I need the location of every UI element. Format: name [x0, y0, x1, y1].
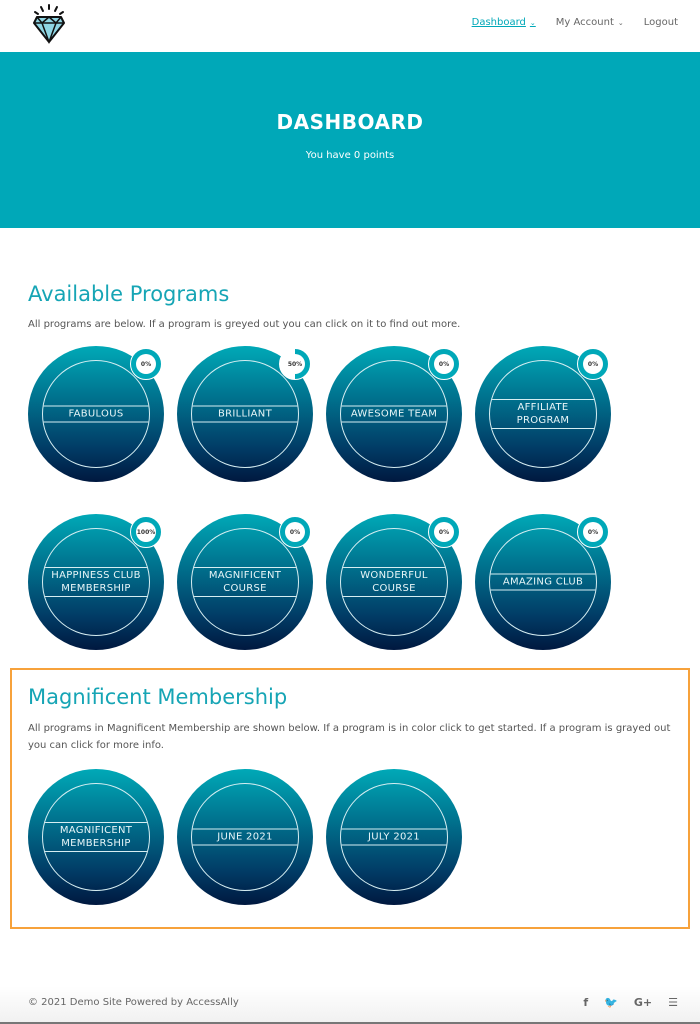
progress-value: 0%	[583, 522, 603, 542]
available-programs-description: All programs are below. If a program is greyed out you can click on it to find out more.	[28, 319, 461, 330]
membership-description: All programs in Magnificent Membership are shown below. If a program is in color click to get started. If a program is grayed out you can click for more info.	[28, 723, 671, 751]
program-card[interactable]	[177, 769, 313, 905]
progress-badge	[428, 348, 460, 380]
program-name: JULY 2021	[341, 829, 447, 846]
program-inner-circle	[340, 528, 448, 636]
program-card[interactable]	[475, 346, 611, 482]
program-card[interactable]	[326, 346, 462, 482]
membership-title: Magnificent Membership	[28, 685, 288, 709]
progress-badge	[279, 516, 311, 548]
rss-icon[interactable]: ☰	[668, 996, 678, 1009]
progress-badge	[279, 348, 311, 380]
program-inner-circle	[489, 360, 597, 468]
program-card[interactable]	[326, 769, 462, 905]
program-name: MAGNIFICENT COURSE	[192, 567, 298, 597]
program-card[interactable]	[28, 346, 164, 482]
progress-value: 0%	[285, 522, 305, 542]
progress-value: 100%	[136, 522, 156, 542]
program-card[interactable]	[475, 514, 611, 650]
page-title: DASHBOARD	[276, 110, 424, 134]
site-footer	[0, 986, 700, 1024]
program-name: AMAZING CLUB	[490, 574, 596, 591]
points-text: You have 0 points	[305, 150, 395, 161]
program-inner-circle	[191, 528, 299, 636]
program-inner-circle	[191, 783, 299, 891]
main-nav	[472, 17, 678, 28]
google-plus-icon[interactable]: G+	[633, 996, 653, 1009]
nav-my-account[interactable]: My Account ⌄	[555, 17, 624, 28]
program-name: JUNE 2021	[192, 829, 298, 846]
nav-logout[interactable]: Logout	[643, 17, 678, 28]
program-card[interactable]	[177, 346, 313, 482]
progress-badge	[577, 348, 609, 380]
nav-dashboard[interactable]: Dashboard ⌄	[471, 17, 536, 28]
copyright-text: © 2021 Demo Site Powered by AccessAlly	[28, 997, 239, 1008]
program-card[interactable]	[177, 514, 313, 650]
progress-badge	[130, 516, 162, 548]
site-header	[0, 0, 700, 52]
diamond-logo-icon[interactable]	[32, 4, 66, 48]
chevron-down-icon: ⌄	[529, 19, 536, 27]
program-card[interactable]	[28, 514, 164, 650]
progress-value: 50%	[285, 354, 305, 374]
program-inner-circle	[42, 783, 150, 891]
twitter-icon[interactable]: 🐦	[604, 996, 618, 1009]
program-inner-circle	[191, 360, 299, 468]
available-programs-title: Available Programs	[28, 282, 230, 306]
progress-value: 0%	[434, 354, 454, 374]
progress-value: 0%	[583, 354, 603, 374]
progress-value: 0%	[434, 522, 454, 542]
facebook-icon[interactable]: f	[583, 996, 589, 1009]
progress-badge	[428, 516, 460, 548]
program-name: WONDERFUL COURSE	[341, 567, 447, 597]
social-links	[583, 996, 678, 1009]
program-inner-circle	[340, 360, 448, 468]
progress-badge	[130, 348, 162, 380]
program-name: BRILLIANT	[192, 406, 298, 423]
program-inner-circle	[42, 528, 150, 636]
program-name: HAPPINESS CLUB MEMBERSHIP	[43, 567, 149, 597]
program-inner-circle	[340, 783, 448, 891]
program-name: AWESOME TEAM	[341, 406, 447, 423]
program-name: MAGNIFICENT MEMBERSHIP	[43, 822, 149, 852]
program-card[interactable]	[326, 514, 462, 650]
hero-banner	[0, 52, 700, 228]
program-inner-circle	[42, 360, 150, 468]
program-card[interactable]	[28, 769, 164, 905]
progress-badge	[577, 516, 609, 548]
program-name: FABULOUS	[43, 406, 149, 423]
program-name: AFFILIATE PROGRAM	[490, 399, 596, 429]
progress-value: 0%	[136, 354, 156, 374]
chevron-down-icon: ⌄	[617, 19, 624, 27]
program-inner-circle	[489, 528, 597, 636]
